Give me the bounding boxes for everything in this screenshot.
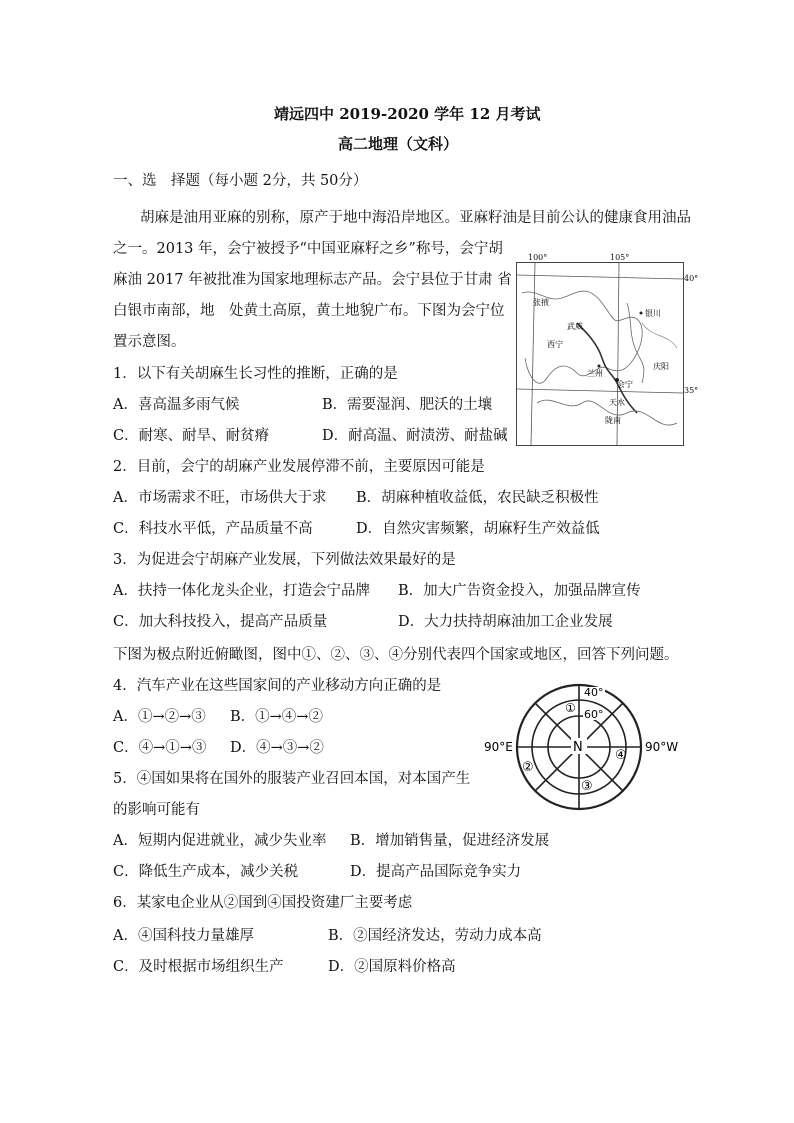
option: D．②国原料价格高 <box>328 959 456 975</box>
option: C．及时根据市场组织生产 <box>113 959 284 975</box>
parallel-line <box>517 389 683 393</box>
region-marker: ② <box>522 760 534 775</box>
map-lon-label: 100° <box>528 253 548 262</box>
region-marker: ③ <box>581 779 593 794</box>
option: D．提高产品国际竞争实力 <box>350 864 522 880</box>
yellow-river <box>577 323 637 413</box>
option: D．自然灾害频繁，胡麻籽生产效益低 <box>356 521 600 537</box>
exam-title: 靖远四中 2019-2020 学年 12 月考试 <box>274 105 541 123</box>
option: A．市场需求不旺，市场供大于求 <box>113 490 327 506</box>
place-label: 庆阳 <box>653 362 669 371</box>
place-label: 会宁 <box>617 380 633 389</box>
question-stem: 6．某家电企业从②国到④国投资建厂主要考虑 <box>113 895 413 911</box>
region-marker: ④ <box>615 748 627 763</box>
polar-svg <box>480 682 680 812</box>
question-stem: 1．以下有关胡麻生长习性的推断，正确的是 <box>113 366 398 382</box>
option: A．短期内促进就业，减少失业率 <box>113 833 327 849</box>
place-label: 陇南 <box>605 416 621 425</box>
question-stem: 5．④国如果将在国外的服装产业召回本国，对本国产生 <box>113 771 471 787</box>
option: C．耐寒、耐旱、耐贫瘠 <box>113 428 270 444</box>
option: A．喜高温多雨气候 <box>113 397 240 413</box>
option: B．①→④→② <box>230 709 323 725</box>
option: C．降低生产成本，减少关税 <box>113 864 299 880</box>
region-marker: ① <box>565 701 576 715</box>
place-label: 武威 <box>567 322 583 331</box>
option: D．④→③→② <box>230 740 324 756</box>
passage-line: 麻油 2017 年被批准为国家地理标志产品。会宁县位于甘肃 省 <box>113 272 512 288</box>
option: B．②国经济发达，劳动力成本高 <box>328 928 542 944</box>
question-stem: 3．为促进会宁胡麻产业发展，下列做法效果最好的是 <box>113 552 456 568</box>
place-label: 西宁 <box>547 340 563 349</box>
option: D．耐高温、耐渍涝、耐盐碱 <box>322 428 508 444</box>
question-stem: 2．目前，会宁的胡麻产业发展停滞不前，主要原因可能是 <box>113 459 485 475</box>
parallel-line <box>517 275 683 279</box>
section-heading: 一、选 择题（每小题 2分，共 50分） <box>113 173 368 189</box>
question-stem: 4．汽车产业在这些国家间的产业移动方向正确的是 <box>113 678 442 694</box>
lat-label: 40° <box>584 686 604 699</box>
passage-line: 白银市南部，地 处黄土高原，黄土地貌广布。下图为会宁位 <box>113 303 505 319</box>
option: A．④国科技力量雄厚 <box>113 928 254 944</box>
pole-label: N <box>573 740 583 755</box>
option: C．④→①→③ <box>113 740 207 756</box>
huining-location-map <box>516 262 684 446</box>
question-stem: 的影响可能有 <box>113 802 200 818</box>
passage-line: 胡麻是油用亚麻的别称，原产于地中海沿岸地区。亚麻籽油是目前公认的健康食用油品 <box>140 210 691 226</box>
option: C．科技水平低，产品质量不高 <box>113 521 313 537</box>
option: A．扶持一体化龙头企业，打造会宁品牌 <box>113 583 370 599</box>
place-label: 兰州 <box>587 369 603 378</box>
map-svg <box>517 263 683 445</box>
place-label: 天水 <box>609 398 625 407</box>
option: B．需要湿润、肥沃的土壤 <box>322 397 493 413</box>
place-label: 张掖 <box>533 298 549 307</box>
option: A．①→②→③ <box>113 709 206 725</box>
option: B．增加销售量，促进经济发展 <box>350 833 550 849</box>
city-dot <box>598 365 601 368</box>
longitude-label: 90°W <box>645 740 679 754</box>
section-intro: 下图为极点附近俯瞰图，图中①、②、③、④分别代表四个国家或地区，回答下列问题。 <box>113 647 679 663</box>
map-lat-label: 35° <box>684 386 699 395</box>
meridian-line <box>531 263 535 445</box>
city-dot <box>640 312 643 315</box>
exam-subtitle: 高二地理（文科） <box>338 135 459 153</box>
option: C．加大科技投入，提高产品质量 <box>113 614 328 630</box>
river-line <box>642 323 677 348</box>
longitude-label: 90°E <box>484 740 513 754</box>
option: B．加大广告资金投入，加强品牌宣传 <box>398 583 641 599</box>
place-label: 银川 <box>645 309 661 318</box>
passage-line: 置示意图。 <box>113 334 186 350</box>
polar-view-diagram <box>480 682 680 812</box>
lat-label: 60° <box>584 708 604 721</box>
option: D．大力扶持胡麻油加工企业发展 <box>398 614 613 630</box>
map-lat-label: 40° <box>684 274 699 283</box>
passage-line: 之一。2013 年，会宁被授予“中国亚麻籽之乡”称号，会宁胡 <box>113 241 503 257</box>
map-lon-label: 105° <box>610 253 630 262</box>
option: B．胡麻种植收益低，农民缺乏积极性 <box>356 490 599 506</box>
